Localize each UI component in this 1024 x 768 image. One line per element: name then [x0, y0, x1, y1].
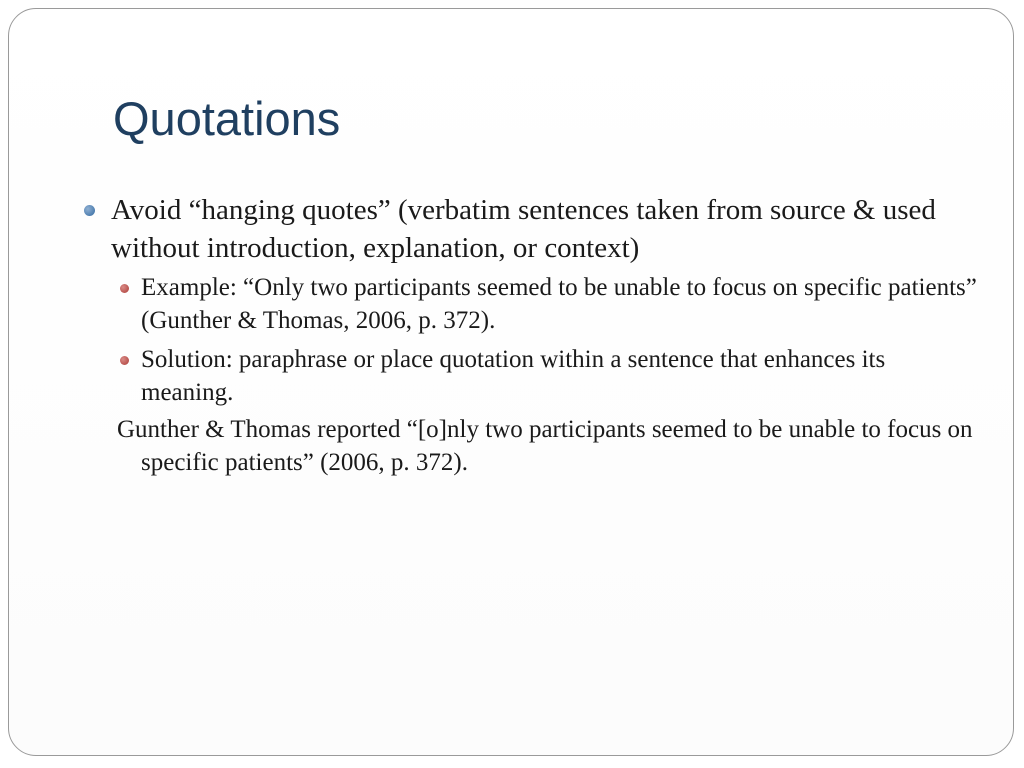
- sub-bullet-dot-icon: [120, 284, 129, 293]
- sub-bullet-dot-icon: [120, 356, 129, 365]
- bullet-dot-icon: [84, 205, 95, 216]
- sub-bullet-example: [81, 271, 981, 337]
- sub-bullet-solution: [81, 343, 981, 409]
- slide-frame: [8, 8, 1014, 756]
- bullet-text: Avoid “hanging quotes” (verbatim sentences taken from source & used without introduction, explanation, or context): [111, 194, 936, 264]
- sub-bullet-text: Example: “Only two participants seemed to be unable to focus on specific patients” (Gunther & Thomas, 2006, p. 372).: [141, 274, 977, 334]
- example-paragraph: Gunther & Thomas reported “[o]nly two participants seemed to be unable to focus on specific patients” (2006, p. 372).: [117, 416, 973, 476]
- slide-content: [81, 191, 981, 479]
- bullet-item-hanging-quotes: [81, 191, 981, 267]
- sub-bullet-text: Solution: paraphrase or place quotation within a sentence that enhances its meaning.: [141, 346, 886, 406]
- slide-title: Quotations: [113, 92, 341, 145]
